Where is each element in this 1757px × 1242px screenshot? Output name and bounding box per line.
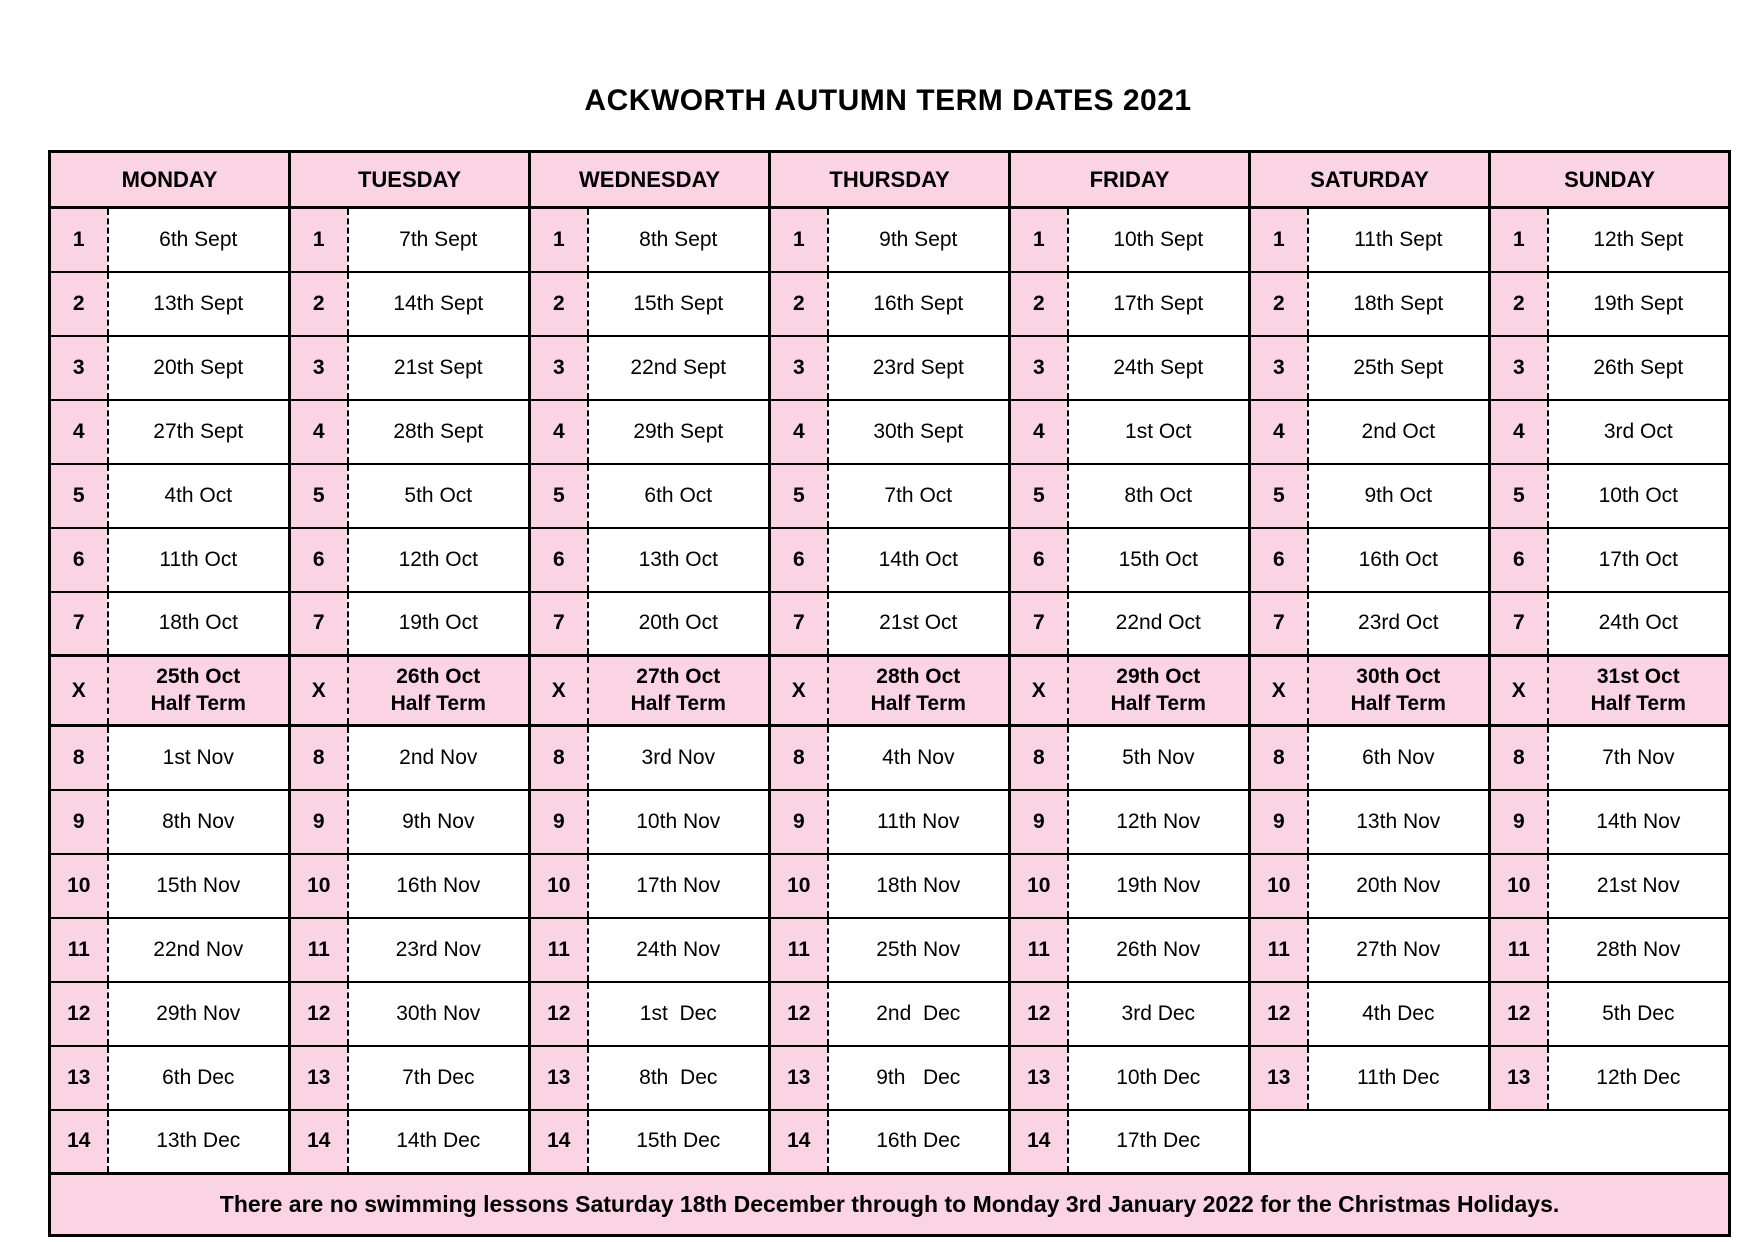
week-number-cell: 12: [530, 982, 588, 1046]
half-term-row: [50, 656, 1730, 726]
week-number-cell: 1: [1490, 208, 1548, 272]
term-dates-table: [48, 150, 1731, 1237]
date-cell: 21st Oct: [828, 592, 1010, 656]
half-term-date: 29th Oct: [1116, 665, 1201, 689]
week-number-cell: 2: [1490, 272, 1548, 336]
date-cell: [588, 656, 770, 726]
week-number-cell: 9: [1250, 790, 1308, 854]
week-number-cell: 12: [770, 982, 828, 1046]
date-cell: 16th Nov: [348, 854, 530, 918]
week-number-cell: 14: [290, 1110, 348, 1174]
week-number-cell: 9: [50, 790, 108, 854]
date-cell: 12th Sept: [1548, 208, 1730, 272]
week-number-cell: 3: [50, 336, 108, 400]
week-number-cell: 1: [1250, 208, 1308, 272]
date-cell: 8th Dec: [588, 1046, 770, 1110]
date-cell: 9th Sept: [828, 208, 1010, 272]
date-cell: 12th Nov: [1068, 790, 1250, 854]
date-cell: 25th Sept: [1308, 336, 1490, 400]
week-number-cell: 9: [290, 790, 348, 854]
date-cell: 13th Dec: [108, 1110, 290, 1174]
date-cell: 9th Nov: [348, 790, 530, 854]
week-number-cell: 8: [1010, 726, 1068, 790]
week-number-cell: 6: [1250, 528, 1308, 592]
half-term-date: 26th Oct: [396, 665, 481, 689]
week-number-cell: 4: [530, 400, 588, 464]
week-number-cell: 1: [290, 208, 348, 272]
week-number-cell: 13: [1010, 1046, 1068, 1110]
week-number-cell: 5: [1250, 464, 1308, 528]
week-number-cell: 10: [1010, 854, 1068, 918]
day-header-tuesday: TUESDAY: [290, 152, 530, 208]
week-row: [50, 726, 1730, 790]
date-cell: 12th Dec: [1548, 1046, 1730, 1110]
half-term-date: 30th Oct: [1356, 665, 1441, 689]
week-row: [50, 790, 1730, 854]
week-number-cell: 2: [290, 272, 348, 336]
week-number-cell: 8: [770, 726, 828, 790]
date-cell: 19th Oct: [348, 592, 530, 656]
date-cell: 4th Dec: [1308, 982, 1490, 1046]
week-row: [50, 272, 1730, 336]
half-term-label: Half Term: [1350, 691, 1446, 715]
week-number-cell: 14: [530, 1110, 588, 1174]
date-cell: 19th Sept: [1548, 272, 1730, 336]
half-term-date: 31st Oct: [1596, 665, 1680, 689]
week-row: [50, 592, 1730, 656]
week-number-cell: 4: [1010, 400, 1068, 464]
date-cell: 24th Oct: [1548, 592, 1730, 656]
date-cell: 18th Oct: [108, 592, 290, 656]
week-row: [50, 400, 1730, 464]
week-number-cell: 10: [770, 854, 828, 918]
week-number-cell: 3: [1250, 336, 1308, 400]
date-cell: 4th Oct: [108, 464, 290, 528]
date-cell: 7th Sept: [348, 208, 530, 272]
week-number-cell: X: [1490, 656, 1548, 726]
week-number-cell: 12: [50, 982, 108, 1046]
week-number-cell: 8: [530, 726, 588, 790]
week-number-cell: 8: [1250, 726, 1308, 790]
date-cell: 1st Oct: [1068, 400, 1250, 464]
week-number-cell: 12: [1010, 982, 1068, 1046]
date-cell: 17th Nov: [588, 854, 770, 918]
date-cell: [828, 656, 1010, 726]
week-number-cell: 11: [770, 918, 828, 982]
week-number-cell: 11: [290, 918, 348, 982]
date-cell: 24th Sept: [1068, 336, 1250, 400]
week-number-cell: 7: [530, 592, 588, 656]
week-number-cell: 3: [1490, 336, 1548, 400]
week-row: [50, 464, 1730, 528]
week-number-cell: X: [530, 656, 588, 726]
date-cell: 15th Nov: [108, 854, 290, 918]
week-number-cell: 3: [770, 336, 828, 400]
week-number-cell: 13: [530, 1046, 588, 1110]
week-number-cell: 11: [1010, 918, 1068, 982]
day-header-saturday: SATURDAY: [1250, 152, 1490, 208]
table-footer: [50, 1174, 1730, 1236]
week-number-cell: 10: [1490, 854, 1548, 918]
day-header-thursday: THURSDAY: [770, 152, 1010, 208]
week-row: [50, 918, 1730, 982]
date-cell: 6th Oct: [588, 464, 770, 528]
date-cell: [1548, 656, 1730, 726]
week-number-cell: 6: [50, 528, 108, 592]
date-cell: 23rd Nov: [348, 918, 530, 982]
date-cell: 28th Sept: [348, 400, 530, 464]
half-term-date: 25th Oct: [156, 665, 241, 689]
date-cell: 16th Sept: [828, 272, 1010, 336]
date-cell: 14th Nov: [1548, 790, 1730, 854]
date-cell: 2nd Oct: [1308, 400, 1490, 464]
empty-cell: [1250, 1110, 1730, 1174]
date-cell: 13th Nov: [1308, 790, 1490, 854]
week-number-cell: 7: [1010, 592, 1068, 656]
date-cell: 11th Nov: [828, 790, 1010, 854]
week-number-cell: 9: [1010, 790, 1068, 854]
date-cell: 16th Oct: [1308, 528, 1490, 592]
week-number-cell: 9: [1490, 790, 1548, 854]
week-number-cell: 9: [770, 790, 828, 854]
date-cell: 15th Oct: [1068, 528, 1250, 592]
date-cell: 5th Dec: [1548, 982, 1730, 1046]
date-cell: 29th Nov: [108, 982, 290, 1046]
footer-note-row: [50, 1174, 1730, 1236]
week-row: [50, 336, 1730, 400]
date-cell: 17th Oct: [1548, 528, 1730, 592]
week-number-cell: 7: [290, 592, 348, 656]
half-term-label: Half Term: [1590, 691, 1686, 715]
date-cell: 1st Nov: [108, 726, 290, 790]
date-cell: 8th Nov: [108, 790, 290, 854]
week-number-cell: 4: [290, 400, 348, 464]
date-cell: 2nd Nov: [348, 726, 530, 790]
date-cell: 10th Dec: [1068, 1046, 1250, 1110]
week-number-cell: 3: [1010, 336, 1068, 400]
week-row: [50, 854, 1730, 918]
week-number-cell: 10: [530, 854, 588, 918]
half-term-label: Half Term: [390, 691, 486, 715]
week-number-cell: 10: [290, 854, 348, 918]
week-number-cell: 13: [290, 1046, 348, 1110]
footer-note: There are no swimming lessons Saturday 18th December through to Monday 3rd January 2022 for the Christmas Holidays.: [50, 1174, 1730, 1236]
date-cell: 14th Oct: [828, 528, 1010, 592]
date-cell: 10th Nov: [588, 790, 770, 854]
week-number-cell: 14: [50, 1110, 108, 1174]
date-cell: 3rd Nov: [588, 726, 770, 790]
date-cell: 15th Dec: [588, 1110, 770, 1174]
week-number-cell: 1: [50, 208, 108, 272]
date-cell: 9th Dec: [828, 1046, 1010, 1110]
date-cell: 11th Sept: [1308, 208, 1490, 272]
date-cell: [348, 656, 530, 726]
date-cell: 7th Dec: [348, 1046, 530, 1110]
date-cell: 3rd Dec: [1068, 982, 1250, 1046]
week-number-cell: 4: [1490, 400, 1548, 464]
week-number-cell: 3: [530, 336, 588, 400]
date-cell: 5th Oct: [348, 464, 530, 528]
week-number-cell: 10: [50, 854, 108, 918]
date-cell: 2nd Dec: [828, 982, 1010, 1046]
week-number-cell: 9: [530, 790, 588, 854]
table-body: [50, 208, 1730, 1174]
week-number-cell: 5: [290, 464, 348, 528]
week-number-cell: 6: [1010, 528, 1068, 592]
date-cell: 6th Sept: [108, 208, 290, 272]
date-cell: 1st Dec: [588, 982, 770, 1046]
week-number-cell: 6: [1490, 528, 1548, 592]
week-number-cell: 11: [530, 918, 588, 982]
day-header-row: [50, 152, 1730, 208]
date-cell: 25th Nov: [828, 918, 1010, 982]
date-cell: 16th Dec: [828, 1110, 1010, 1174]
date-cell: 27th Nov: [1308, 918, 1490, 982]
date-cell: 18th Nov: [828, 854, 1010, 918]
week-number-cell: 11: [50, 918, 108, 982]
week-row: [50, 982, 1730, 1046]
day-header-monday: MONDAY: [50, 152, 290, 208]
week-row: [50, 528, 1730, 592]
date-cell: 27th Sept: [108, 400, 290, 464]
date-cell: 30th Nov: [348, 982, 530, 1046]
week-number-cell: 4: [1250, 400, 1308, 464]
date-cell: 26th Sept: [1548, 336, 1730, 400]
week-number-cell: 7: [1250, 592, 1308, 656]
date-cell: 15th Sept: [588, 272, 770, 336]
date-cell: 3rd Oct: [1548, 400, 1730, 464]
week-number-cell: 1: [1010, 208, 1068, 272]
date-cell: 12th Oct: [348, 528, 530, 592]
date-cell: 14th Dec: [348, 1110, 530, 1174]
week-number-cell: X: [50, 656, 108, 726]
date-cell: 5th Nov: [1068, 726, 1250, 790]
week-number-cell: 5: [530, 464, 588, 528]
week-row: [50, 1110, 1730, 1174]
week-number-cell: 4: [770, 400, 828, 464]
date-cell: 7th Nov: [1548, 726, 1730, 790]
week-number-cell: 2: [530, 272, 588, 336]
date-cell: 30th Sept: [828, 400, 1010, 464]
date-cell: 21st Nov: [1548, 854, 1730, 918]
date-cell: [1308, 656, 1490, 726]
week-number-cell: 13: [50, 1046, 108, 1110]
half-term-label: Half Term: [1110, 691, 1206, 715]
week-number-cell: 6: [530, 528, 588, 592]
day-header-wednesday: WEDNESDAY: [530, 152, 770, 208]
week-number-cell: 2: [1250, 272, 1308, 336]
week-number-cell: 10: [1250, 854, 1308, 918]
date-cell: 19th Nov: [1068, 854, 1250, 918]
date-cell: 14th Sept: [348, 272, 530, 336]
week-number-cell: 14: [1010, 1110, 1068, 1174]
week-number-cell: 5: [770, 464, 828, 528]
table-header: [50, 152, 1730, 208]
day-header-friday: FRIDAY: [1010, 152, 1250, 208]
week-number-cell: 3: [290, 336, 348, 400]
week-number-cell: 8: [1490, 726, 1548, 790]
week-number-cell: X: [290, 656, 348, 726]
week-number-cell: 7: [50, 592, 108, 656]
date-cell: 6th Nov: [1308, 726, 1490, 790]
week-number-cell: 8: [50, 726, 108, 790]
date-cell: 23rd Oct: [1308, 592, 1490, 656]
date-cell: 17th Dec: [1068, 1110, 1250, 1174]
half-term-date: 27th Oct: [636, 665, 721, 689]
week-number-cell: 12: [1490, 982, 1548, 1046]
date-cell: 10th Oct: [1548, 464, 1730, 528]
half-term-date: 28th Oct: [876, 665, 961, 689]
date-cell: 22nd Sept: [588, 336, 770, 400]
date-cell: 20th Nov: [1308, 854, 1490, 918]
date-cell: 11th Dec: [1308, 1046, 1490, 1110]
week-number-cell: 5: [1490, 464, 1548, 528]
week-number-cell: 7: [1490, 592, 1548, 656]
date-cell: 13th Sept: [108, 272, 290, 336]
week-number-cell: 13: [1250, 1046, 1308, 1110]
date-cell: 11th Oct: [108, 528, 290, 592]
date-cell: 26th Nov: [1068, 918, 1250, 982]
week-number-cell: 4: [50, 400, 108, 464]
week-number-cell: 8: [290, 726, 348, 790]
date-cell: 17th Sept: [1068, 272, 1250, 336]
date-cell: 8th Oct: [1068, 464, 1250, 528]
date-cell: 10th Sept: [1068, 208, 1250, 272]
week-number-cell: 11: [1490, 918, 1548, 982]
date-cell: 20th Sept: [108, 336, 290, 400]
half-term-label: Half Term: [150, 691, 246, 715]
date-cell: 23rd Sept: [828, 336, 1010, 400]
week-number-cell: 13: [1490, 1046, 1548, 1110]
date-cell: 28th Nov: [1548, 918, 1730, 982]
date-cell: 22nd Nov: [108, 918, 290, 982]
week-number-cell: 7: [770, 592, 828, 656]
week-number-cell: X: [770, 656, 828, 726]
week-number-cell: 12: [1250, 982, 1308, 1046]
date-cell: 9th Oct: [1308, 464, 1490, 528]
date-cell: 7th Oct: [828, 464, 1010, 528]
week-number-cell: 14: [770, 1110, 828, 1174]
date-cell: 18th Sept: [1308, 272, 1490, 336]
date-cell: 4th Nov: [828, 726, 1010, 790]
week-number-cell: 2: [50, 272, 108, 336]
week-number-cell: 1: [770, 208, 828, 272]
page-title: ACKWORTH AUTUMN TERM DATES 2021: [584, 84, 1192, 117]
week-number-cell: 13: [770, 1046, 828, 1110]
date-cell: 8th Sept: [588, 208, 770, 272]
date-cell: 6th Dec: [108, 1046, 290, 1110]
week-number-cell: 6: [770, 528, 828, 592]
week-number-cell: X: [1010, 656, 1068, 726]
date-cell: 24th Nov: [588, 918, 770, 982]
date-cell: 20th Oct: [588, 592, 770, 656]
week-row: [50, 1046, 1730, 1110]
date-cell: 13th Oct: [588, 528, 770, 592]
half-term-label: Half Term: [630, 691, 726, 715]
day-header-sunday: SUNDAY: [1490, 152, 1730, 208]
week-number-cell: 2: [770, 272, 828, 336]
week-number-cell: 5: [1010, 464, 1068, 528]
week-number-cell: 2: [1010, 272, 1068, 336]
date-cell: 29th Sept: [588, 400, 770, 464]
week-number-cell: X: [1250, 656, 1308, 726]
date-cell: [108, 656, 290, 726]
week-number-cell: 1: [530, 208, 588, 272]
date-cell: [1068, 656, 1250, 726]
week-number-cell: 11: [1250, 918, 1308, 982]
date-cell: 21st Sept: [348, 336, 530, 400]
week-number-cell: 6: [290, 528, 348, 592]
week-row: [50, 208, 1730, 272]
week-number-cell: 12: [290, 982, 348, 1046]
date-cell: 22nd Oct: [1068, 592, 1250, 656]
week-number-cell: 5: [50, 464, 108, 528]
half-term-label: Half Term: [870, 691, 966, 715]
